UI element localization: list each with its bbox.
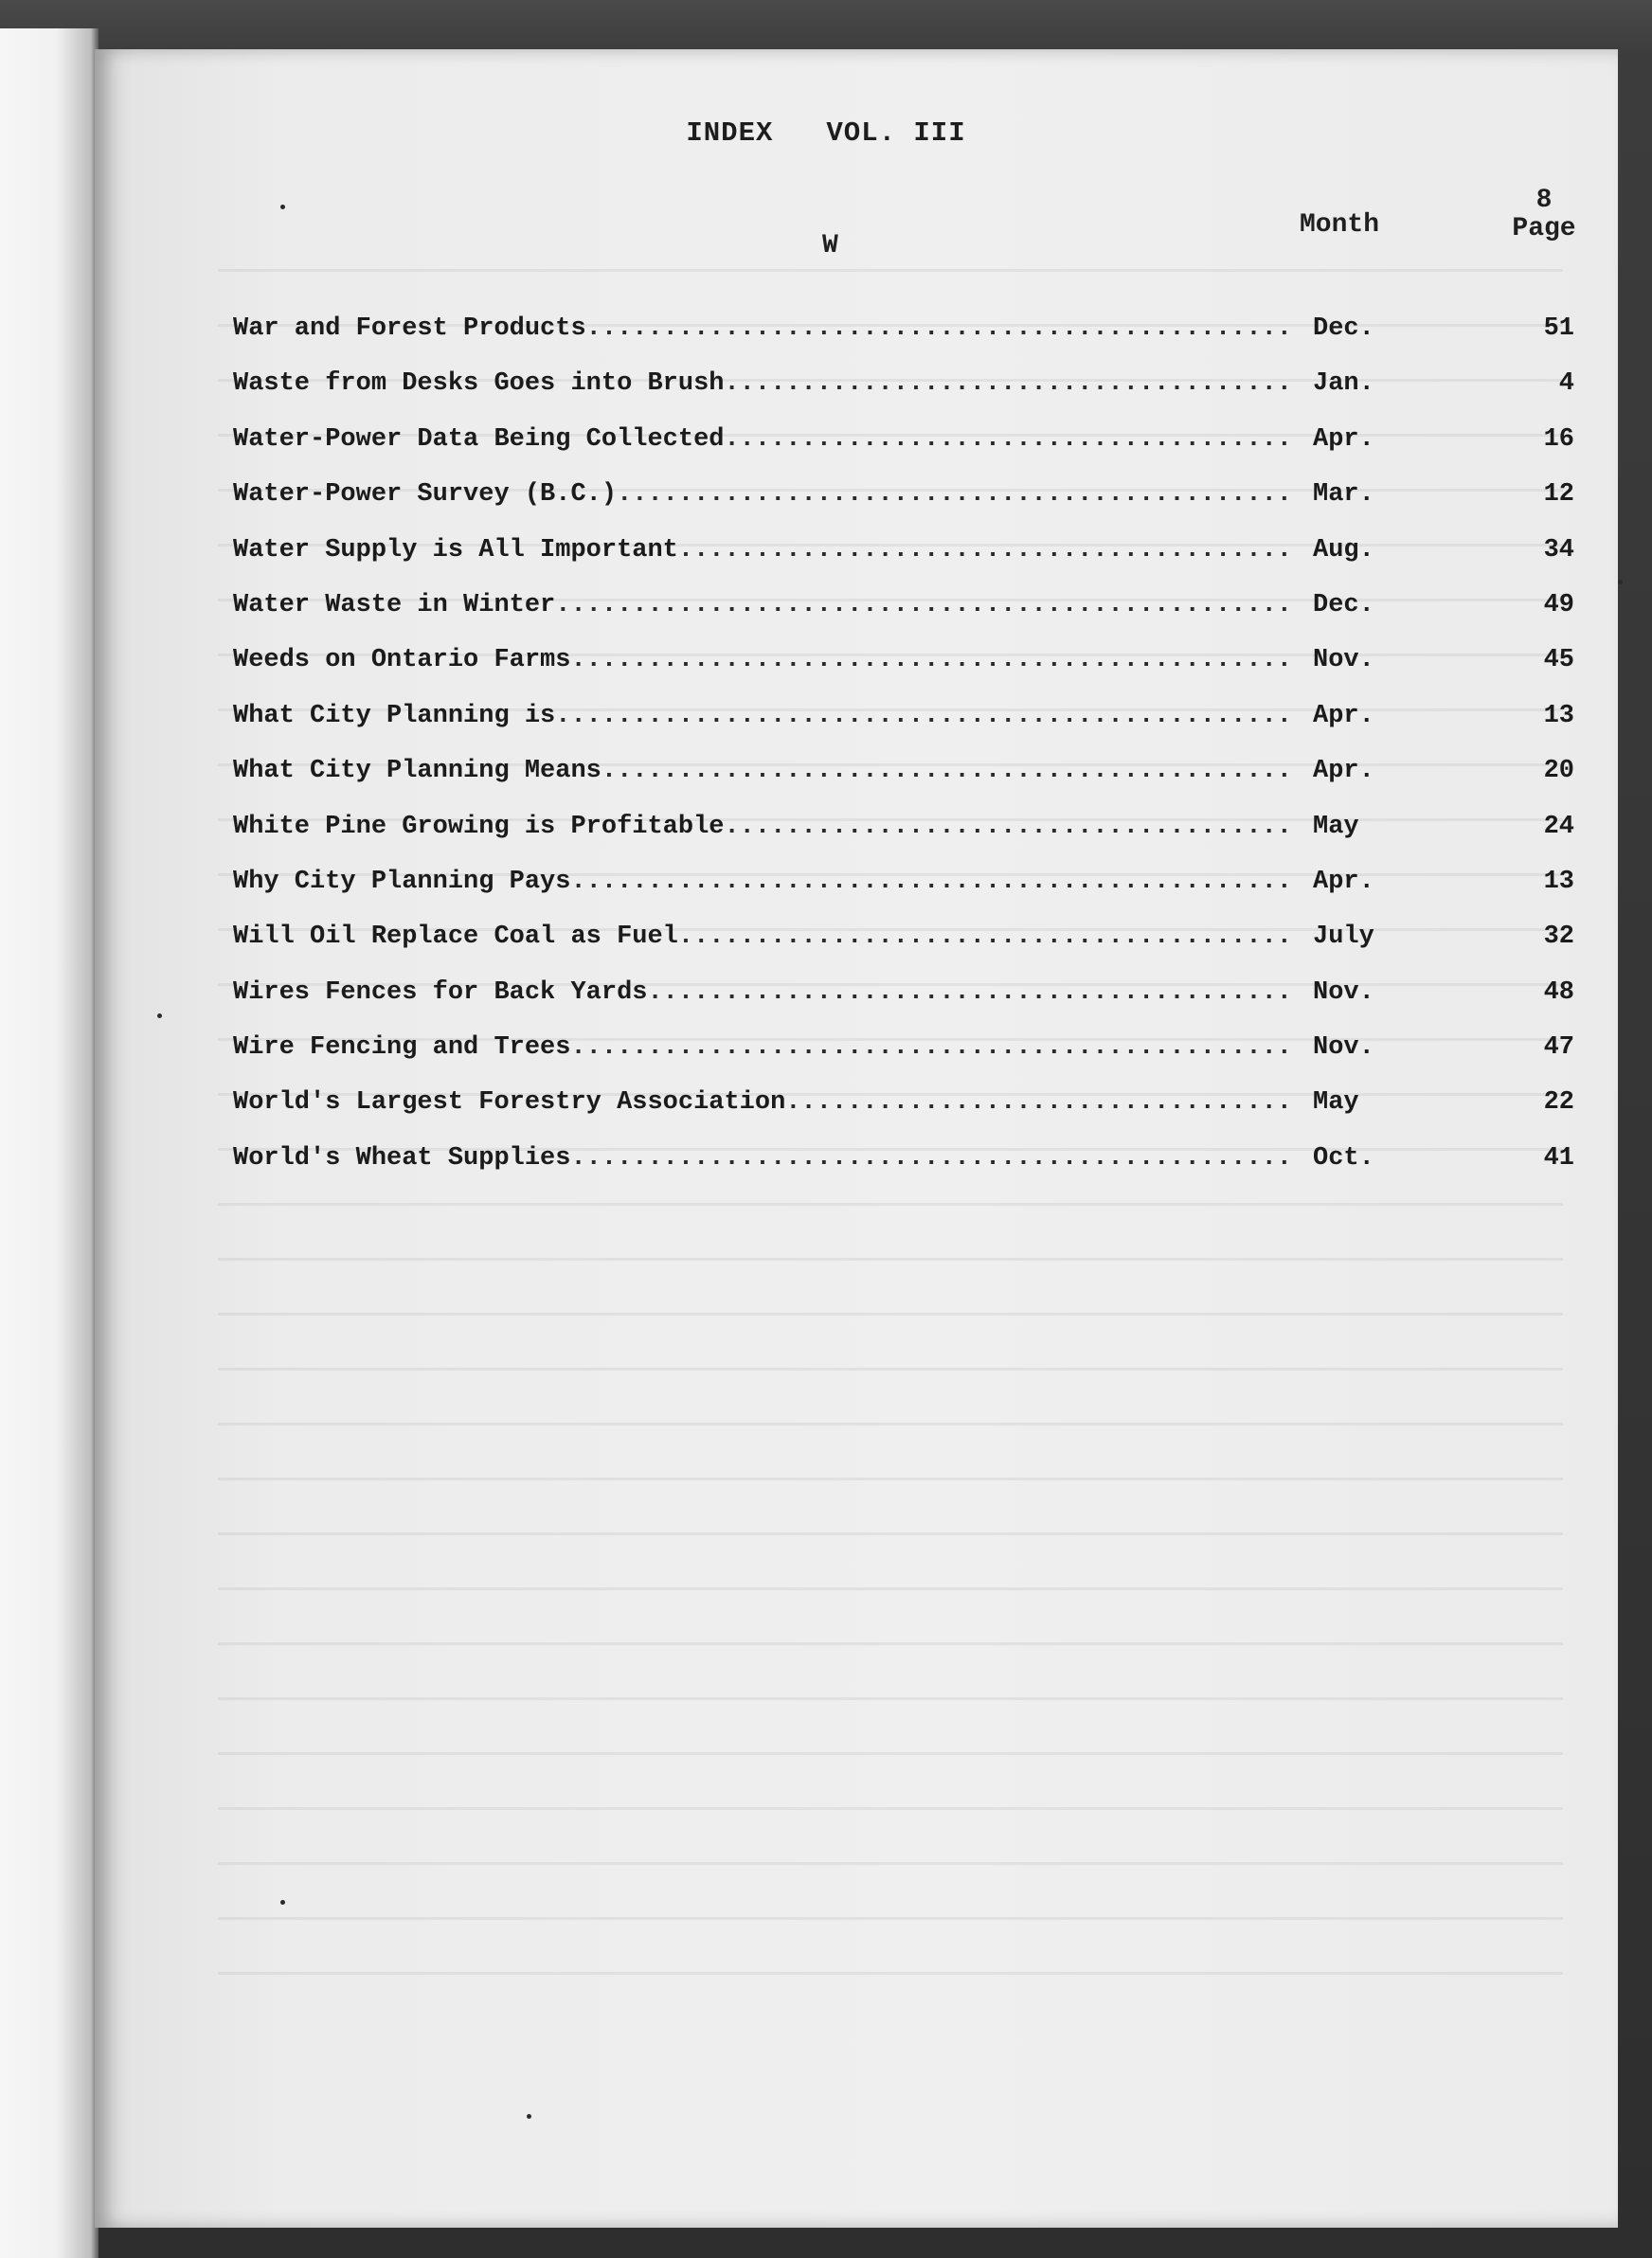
entry-title: Water-Power Data Being Collected (233, 424, 725, 454)
entry-title-with-leader (233, 702, 1303, 730)
entry-month: Oct. (1313, 1143, 1374, 1173)
entry-page: 41 (1543, 1143, 1574, 1173)
index-entry (233, 692, 1578, 747)
index-entry-list (233, 305, 1578, 1190)
speck (280, 205, 285, 209)
page-header (0, 117, 1652, 149)
entry-title-with-leader (233, 646, 1303, 674)
index-entry (233, 969, 1578, 1024)
entry-title: White Pine Growing is Profitable (233, 812, 725, 841)
entry-title-with-leader (233, 1088, 1303, 1117)
entry-month: Dec. (1313, 590, 1374, 619)
entry-month: May (1313, 812, 1359, 841)
entry-month: Apr. (1313, 757, 1374, 786)
entry-month: Apr. (1313, 424, 1374, 454)
entry-page: 16 (1543, 424, 1574, 454)
month-column-header: Month (1300, 210, 1380, 240)
entry-month: Jan. (1313, 369, 1374, 399)
entry-month: Apr. (1313, 701, 1374, 730)
dot-leader: ................................................ (555, 590, 1292, 619)
index-entry (233, 360, 1578, 415)
entry-title-with-leader (233, 757, 1303, 785)
speck (1618, 580, 1623, 584)
entry-title: Water Supply is All Important (233, 535, 678, 564)
entry-page: 22 (1543, 1088, 1574, 1118)
dot-leader: ........................................ (677, 535, 1292, 564)
index-entry (233, 1135, 1578, 1190)
entry-page: 47 (1543, 1033, 1574, 1063)
index-entry (233, 747, 1578, 802)
entry-title-with-leader (233, 314, 1303, 343)
dot-leader: ..................................... (724, 369, 1292, 399)
entry-title-with-leader (233, 1144, 1303, 1173)
dot-leader: ............................................. (601, 757, 1292, 786)
entry-title-with-leader (233, 978, 1303, 1007)
entry-page: 24 (1543, 812, 1574, 841)
entry-title-with-leader (233, 813, 1303, 841)
dot-leader: ............................................... (570, 867, 1292, 896)
entry-month: May (1313, 1088, 1359, 1118)
index-label: INDEX (686, 117, 774, 149)
entry-month: Nov. (1313, 1033, 1374, 1063)
page-number: 8 (1535, 186, 1553, 215)
entry-title-with-leader (233, 591, 1303, 619)
index-entry (233, 913, 1578, 968)
dot-leader: ..................................... (724, 424, 1292, 454)
entry-page: 4 (1558, 369, 1574, 399)
entry-title-with-leader (233, 923, 1303, 951)
entry-title-with-leader (233, 1033, 1303, 1062)
entry-title: Water-Power Survey (B.C.) (233, 480, 618, 510)
entry-page: 45 (1543, 646, 1574, 675)
speck (527, 2114, 531, 2119)
dot-leader: ................................. (785, 1088, 1292, 1118)
entry-page: 49 (1543, 590, 1574, 619)
dot-leader: ................................................ (555, 701, 1292, 730)
entry-page: 13 (1543, 867, 1574, 896)
entry-month: July (1313, 923, 1374, 952)
entry-month: Aug. (1313, 535, 1374, 564)
adjacent-page-edge (0, 28, 99, 2258)
dot-leader: .......................................... (647, 977, 1292, 1007)
entry-title-with-leader (233, 425, 1303, 454)
dot-leader: ............................................... (570, 1143, 1292, 1173)
index-entry (233, 416, 1578, 471)
entry-title-with-leader (233, 536, 1303, 564)
section-letter: W (822, 231, 838, 260)
index-entry (233, 1079, 1578, 1134)
dot-leader: ............................................ (617, 480, 1292, 510)
entry-month: Nov. (1313, 646, 1374, 675)
entry-month: Mar. (1313, 480, 1374, 510)
entry-title-with-leader (233, 369, 1303, 398)
entry-title: Will Oil Replace Coal as Fuel (233, 923, 678, 952)
dot-leader: ........................................ (677, 923, 1292, 952)
index-entry (233, 471, 1578, 526)
index-entry (233, 582, 1578, 636)
entry-title: What City Planning Means (233, 757, 602, 786)
entry-title-with-leader (233, 480, 1303, 509)
index-entry (233, 636, 1578, 691)
entry-title: War and Forest Products (233, 314, 586, 343)
index-entry (233, 1024, 1578, 1079)
entry-title: World's Largest Forestry Association (233, 1088, 786, 1118)
dot-leader: ............................................... (570, 1033, 1292, 1063)
entry-title: Waste from Desks Goes into Brush (233, 369, 725, 399)
volume-label: VOL. III (826, 117, 966, 149)
index-entry (233, 527, 1578, 582)
entry-page: 51 (1543, 314, 1574, 343)
entry-month: Apr. (1313, 867, 1374, 896)
entry-title: Why City Planning Pays (233, 867, 571, 896)
index-entry (233, 858, 1578, 913)
dot-leader: .............................................. (585, 314, 1292, 343)
entry-page: 12 (1543, 480, 1574, 510)
entry-page: 32 (1543, 923, 1574, 952)
entry-title: Weeds on Ontario Farms (233, 646, 571, 675)
dot-leader: ..................................... (724, 812, 1292, 841)
speck (157, 1013, 162, 1018)
page-column-header: Page (1512, 214, 1576, 243)
index-entry (233, 305, 1578, 360)
entry-month: Dec. (1313, 314, 1374, 343)
entry-page: 13 (1543, 701, 1574, 730)
speck (280, 1900, 285, 1905)
entry-title: World's Wheat Supplies (233, 1143, 571, 1173)
dot-leader: ............................................... (570, 646, 1292, 675)
entry-month: Nov. (1313, 977, 1374, 1007)
entry-page: 34 (1543, 535, 1574, 564)
entry-page: 20 (1543, 757, 1574, 786)
entry-title: Wire Fencing and Trees (233, 1033, 571, 1063)
entry-title: Wires Fences for Back Yards (233, 977, 648, 1007)
entry-title: What City Planning is (233, 701, 556, 730)
entry-title: Water Waste in Winter (233, 590, 556, 619)
entry-title-with-leader (233, 868, 1303, 896)
index-entry (233, 803, 1578, 858)
entry-page: 48 (1543, 977, 1574, 1007)
